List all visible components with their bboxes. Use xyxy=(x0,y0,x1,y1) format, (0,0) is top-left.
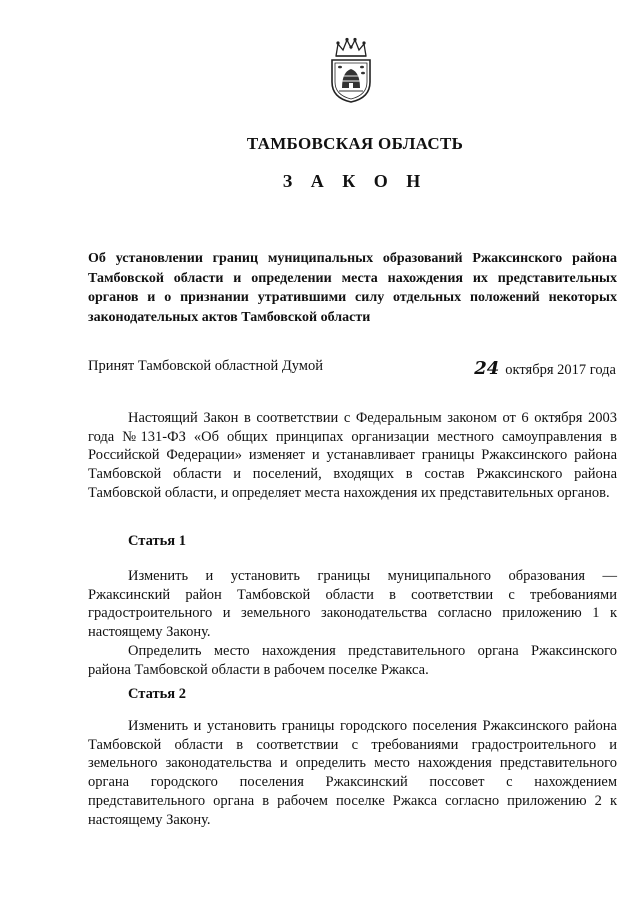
article-1-heading: Статья 1 xyxy=(128,533,186,549)
article-1-paragraph-2: Определить место нахождения представительного органа Ржаксинского района Тамбовской области в рабочем поселке Ржакса. xyxy=(88,643,617,678)
adopted-by-text: Принят Тамбовской областной Думой xyxy=(88,358,323,374)
adoption-date xyxy=(474,358,616,379)
article-2-paragraph-1: Изменить и установить границы городского поселения Ржаксинского района Тамбовской области в соответствии с требованиями градостроительного и земельного законодательства и определить место нахождения представительного органа городского поселения Ржаксинский поссовет с нахождением представительного органа в рабочем поселке Ржакса согласно приложению 2 к настоящему Закону. xyxy=(88,718,617,828)
law-subject-title: Об установлении границ муниципальных образований Ржаксинского района Тамбовской области и определении места нахождения их представительных органов и о признании утратившими силу отдельных положений некоторых законодательных актов Тамбовской области xyxy=(88,251,617,325)
document-type-title: З А К О Н xyxy=(282,171,428,191)
adoption-date-rest: октября 2017 года xyxy=(505,362,616,378)
adoption-day-handwritten: 24 xyxy=(474,358,500,379)
article-1-paragraph-1: Изменить и установить границы муниципального образования — Ржаксинский район Тамбовской области в соответствии с требованиями градостроительного и земельного законодательства согласно приложению 1 к настоящему Закону. xyxy=(88,568,617,641)
preamble-paragraph: Настоящий Закон в соответствии с Федеральным законом от 6 октября 2003 года №131-ФЗ «Об общих принципах организации местного самоуправления в Российской Федерации» изменяет и устанавливает границы Ржаксинского района Тамбовской области и поселений, входящих в состав Ржаксинского района Тамбовской области, и определяет места нахождения их представительных органов. xyxy=(88,410,617,501)
tambov-coat-of-arms-emblem xyxy=(326,36,376,104)
region-title: ТАМБОВСКАЯ ОБЛАСТЬ xyxy=(246,134,464,153)
article-2-heading: Статья 2 xyxy=(128,686,186,702)
